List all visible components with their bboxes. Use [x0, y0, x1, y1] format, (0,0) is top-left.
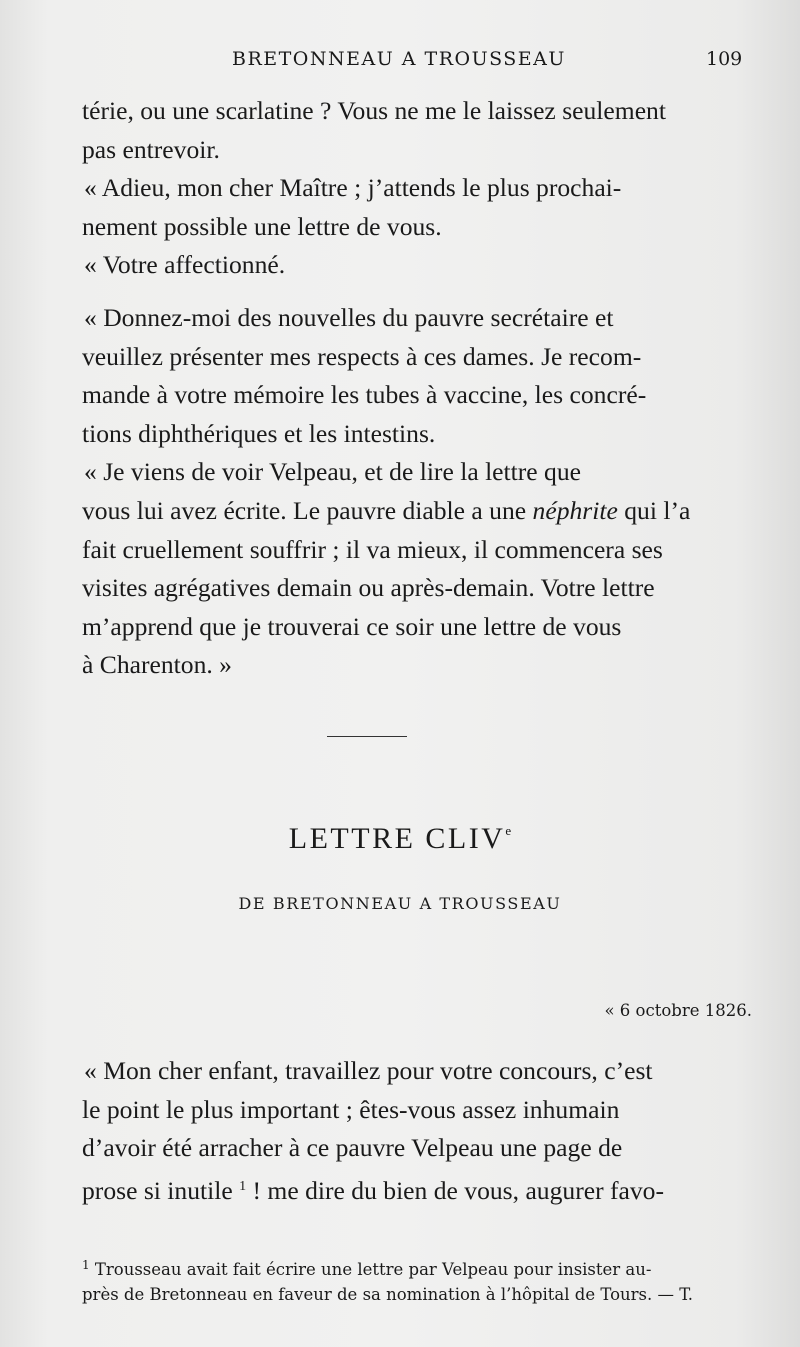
text-line: « Mon cher enfant, travaillez pour votre concours, c’est: [84, 1056, 653, 1085]
text-line: « Je viens de voir Velpeau, et de lire la lettre que: [84, 457, 582, 487]
text-line: « Adieu, mon cher Maître ; j’attends le plus prochai-: [84, 173, 622, 203]
text-line: visites agrégatives demain ou après-demain. Votre lettre: [82, 573, 655, 603]
footnote-line: près de Bretonneau en faveur de sa nomination à l’hôpital de Tours. — T.: [82, 1285, 694, 1304]
text-line: mande à votre mémoire les tubes à vaccine, les concré-: [82, 380, 647, 410]
text-line: « Votre affectionné.: [84, 250, 286, 280]
text-span: vous lui avez écrite. Le pauvre diable a une: [82, 495, 533, 525]
letter-title-text: LETTRE CLIV: [288, 822, 506, 855]
letter-subtitle: DE BRETONNEAU A TROUSSEAU: [238, 894, 562, 913]
text-span: prose si inutile: [82, 1175, 240, 1205]
text-line: « Donnez-moi des nouvelles du pauvre secrétaire et: [84, 302, 614, 332]
text-span: qui l’a: [617, 495, 691, 525]
text-line: le point le plus important ; êtes-vous assez inhumain: [82, 1094, 620, 1124]
text-line: pas entrevoir.: [82, 134, 220, 164]
letter-title-sup: e: [505, 823, 512, 838]
footnote-marker: 1: [82, 1258, 90, 1272]
letter-date: « 6 octobre 1826.: [604, 1001, 752, 1020]
body-text-letter: [82, 1052, 750, 1210]
italic-word: néphrite: [532, 495, 618, 525]
text-line: [82, 492, 750, 531]
body-text-top: [82, 92, 750, 685]
footnote: [82, 1253, 750, 1307]
letter-title: [0, 822, 800, 856]
text-line: à Charenton. »: [82, 650, 232, 680]
section-divider: [327, 736, 407, 737]
text-line: [82, 1168, 750, 1211]
text-line: d’avoir été arracher à ce pauvre Velpeau une page de: [82, 1133, 623, 1163]
text-span: ! me dire du bien de vous, augurer favo-: [246, 1175, 664, 1205]
text-line: fait cruellement souffrir ; il va mieux, il commencera ses: [82, 534, 663, 564]
text-line: veuillez présenter mes respects à ces dames. Je recom-: [82, 341, 642, 371]
footnote-reference: 1: [239, 1178, 247, 1194]
footnote-line: [82, 1253, 750, 1282]
text-line: tions diphthériques et les intestins.: [82, 418, 436, 448]
footnote-text: Trousseau avait fait écrire une lettre par Velpeau pour insister au-: [89, 1260, 652, 1279]
page-number: 109: [706, 48, 743, 70]
text-line: térie, ou une scarlatine ? Vous ne me le laissez seulement: [82, 96, 666, 125]
running-title: BRETONNEAU A TROUSSEAU: [232, 48, 566, 70]
text-line: m’apprend que je trouverai ce soir une lettre de vous: [82, 611, 622, 641]
text-line: nement possible une lettre de vous.: [82, 211, 442, 241]
